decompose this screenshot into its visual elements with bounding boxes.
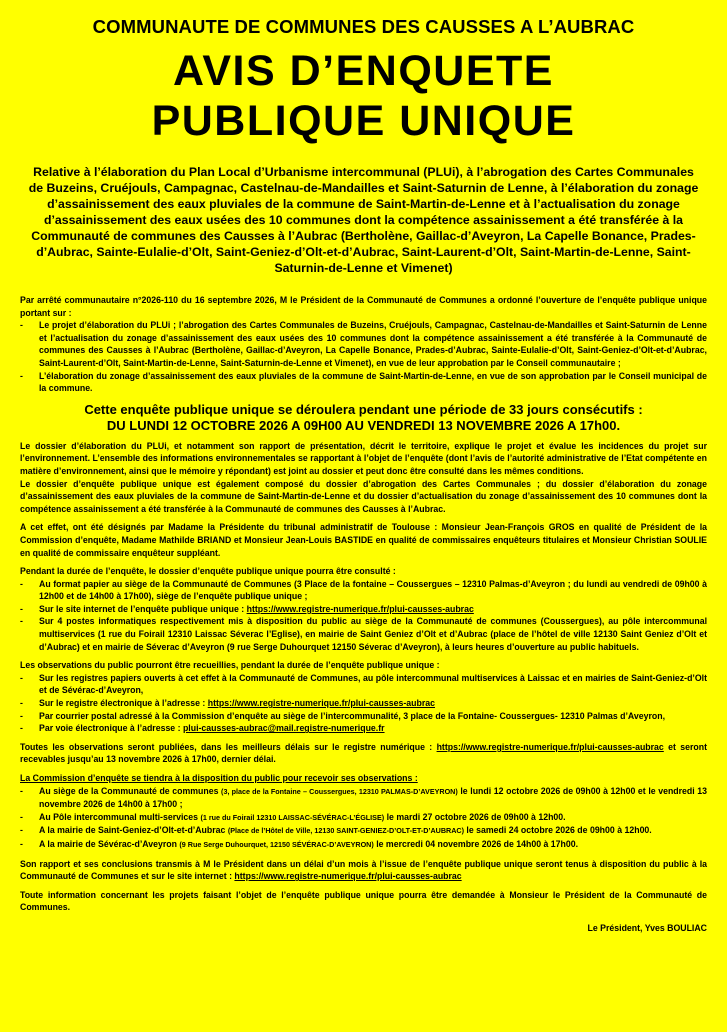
permanences-list bbox=[20, 785, 707, 852]
published-paragraph bbox=[20, 741, 707, 766]
permanences-intro: La Commission d’enquête se tiendra à la disposition du public pour recevoir ses observations : bbox=[20, 773, 418, 783]
observations-item-paper: - Sur les registres papiers ouverts à cet effet à la Communauté de Communes, au pôle intercommunal multiservices à Laissac et en mairies de Saint-Geniez-d’Olt et de Sévérac-d’Aveyron, bbox=[20, 672, 707, 697]
permanence-place: Au siège de la Communauté de communes bbox=[39, 785, 222, 796]
observations-electronic-label: Sur le registre électronique à l’adresse : bbox=[39, 698, 208, 709]
permanence-dates: le samedi 24 octobre 2026 de 09h00 à 12h00. bbox=[463, 825, 652, 836]
consultation-intro: Pendant la durée de l’enquête, le dossier d’enquête publique unique pourra être consulté : bbox=[20, 566, 396, 577]
arrete-list bbox=[20, 319, 707, 395]
observations-item-electronic bbox=[20, 697, 707, 710]
permanence-dates: le lundi 12 octobre 2026 de 09h00 à 12h00 et le vendredi 13 novembre 2026 de 14h00 à 17h00 ; bbox=[39, 785, 708, 810]
consultation-item-website bbox=[20, 603, 707, 616]
permanence-item bbox=[20, 838, 707, 852]
notice-body-2 bbox=[20, 440, 707, 935]
consultation-item-computers: - Sur 4 postes informatiques respectivement mis à disposition du public au siège de la Communauté de communes (Coussergues), au pôle intercommunal multiservices (1 rue du Foirail 12310 Laissac Séverac l’Eglise), en mairie de Saint Geniez d’Olt et d’Aubrac (place de l’hôtel de ville 12130 Saint Geniez d’Olt et d’Aubrac) et en mairie de Séverac d’Aveyron (9 rue Serge Duhourquet 12150 Séverac d’Aveyron), à leurs heures d’ouverture au public habituels. bbox=[20, 615, 707, 653]
observations-list bbox=[20, 672, 707, 735]
arrete-item: - Le projet d’élaboration du PLUi ; l’abrogation des Cartes Communales de Buzeins, Cruéjouls, Campagnac, Castelnau-de-Mandailles et Saint-Saturnin de Lenne et l’actualisation du zonage d’assainissement des eaux usées des 10 communes dont la compétence assainissement a été transférée à la Communauté de communes des Causses à l’Aubrac (Bertholène, Gaillac-d’Aveyron, La Capelle Bonance, Prades-d’Aubrac, Sainte-Eulalie-d’Olt, Saint-Geniez-d’Olt-et-d’Aubrac, Saint-Laurent-d’Olt, Saint-Martin-de-Lenne, Saint-Saturnin-de-Lenne et Vimenet), en vue de leur approbation par le Conseil communautaire ; bbox=[20, 319, 707, 369]
notice-subject: Relative à l’élaboration du Plan Local d’Urbanisme intercommunal (PLUi), à l’abrogation des Cartes Communales de Buzeins, Cruéjouls, Campagnac, Castelnau-de-Mandailles et Saint-Saturnin de Lenne, à l’élaboration du zonage d’assainissement des eaux pluviales de la commune de Saint-Martin-de-Lenne et à l’actualisation du zonage d’assainissement des eaux usées des 10 communes dont la compétence assainissement a été transférée à la Communauté de communes des Causses à l’Aubrac (Bertholène, Gaillac-d’Aveyron, La Capelle Bonance, Prades-d’Aubrac, Sainte-Eulalie-d’Olt, Saint-Geniez-d’Olt-et-d’Aubrac, Saint-Laurent-d’Olt, Saint-Martin-de-Lenne, Saint-Saturnin-de-Lenne et Vimenet) bbox=[28, 165, 699, 275]
info-paragraph: Toute information concernant les projets faisant l’objet de l’enquête publique unique pourra être demandée à Monsieur le Président de la Communauté de Communes. bbox=[20, 889, 707, 913]
published-suffix: et seront recevables jusqu’au 13 novembre 2026 à 17h00, dernier délai. bbox=[20, 741, 707, 765]
registre-link[interactable]: https://www.registre-numerique.fr/plui-causses-aubrac bbox=[207, 698, 435, 709]
dossier-paragraph-2: Le dossier d’enquête publique unique est également composé du dossier d’abrogation des Cartes Communales ; du dossier d’élaboration du zonage d’assainissement des eaux pluviales de la commune de Saint-Martin-de-Lenne et du dossier d’actualisation du zonage d’assainissement des 10 communes dont la compétence assainissement a été transférée à la Communauté de communes des Causses à l’Aubrac. bbox=[20, 478, 707, 514]
rapport-text: Son rapport et ses conclusions transmis à M le Président dans un délai d’un mois à l’issue de l’enquête publique unique seront tenus à disposition du public à la Communauté de Communes et sur le site internet : bbox=[20, 858, 707, 882]
permanence-place: Au Pôle intercommunal multi-services bbox=[39, 811, 201, 822]
consultation-item-paper: - Au format papier au siège de la Communauté de Communes (3 Place de la fontaine – Coussergues – 12310 Palmas-d’Aveyron ; du lundi au vendredi de 09h00 à 12h00 et de 14h00 à 17h00), siège de l’enquête publique unique ; bbox=[20, 578, 707, 603]
organization-name: COMMUNAUTE DE COMMUNES DES CAUSSES A L’AUBRAC bbox=[92, 16, 635, 37]
registre-link[interactable]: https://www.registre-numerique.fr/plui-causses-aubrac bbox=[234, 871, 462, 882]
rapport-paragraph bbox=[20, 858, 707, 883]
permanence-address: (9 Rue Serge Duhourquet, 12150 SÉVÉRAC-D’AVEYRON) bbox=[179, 839, 374, 849]
email-link[interactable]: plui-causses-aubrac@mail.registre-numerique.fr bbox=[182, 723, 385, 734]
observations-intro: Les observations du public pourront être recueillies, pendant la durée de l’enquête publique unique : bbox=[20, 660, 440, 671]
permanence-place: A la mairie de Saint-Geniez-d’Olt-et-d’Aubrac bbox=[39, 825, 228, 836]
notice-title-line2: PUBLIQUE UNIQUE bbox=[151, 97, 576, 145]
registre-link[interactable]: https://www.registre-numerique.fr/plui-causses-aubrac bbox=[436, 741, 664, 752]
permanence-item bbox=[20, 824, 707, 838]
dossier-paragraph-1: Le dossier d’élaboration du PLUi, et notamment son rapport de présentation, décrit le territoire, explique le projet et évalue les incidences du projet sur l’environnement. L’ensemble des informations environnementales se rapportant à l’objet de l’enquête (dont l’avis de l’autorité administrative de l’Etat compétente en matière d’environnement, ainsi que le mémoire y répondant) est joint au dossier et peut donc être consulté dans les mêmes conditions. bbox=[20, 440, 707, 476]
period-line1: Cette enquête publique unique se déroulera pendant une période de 33 jours consécutifs : bbox=[84, 401, 643, 417]
permanence-place: A la mairie de Sévérac-d’Aveyron bbox=[39, 838, 180, 849]
consultation-list bbox=[20, 578, 707, 654]
arrete-item: - L’élaboration du zonage d’assainissement des eaux pluviales de la commune de Saint-Martin-de-Lenne, en vue de son approbation par le Conseil municipal de la commune. bbox=[20, 370, 707, 395]
permanence-item bbox=[20, 811, 707, 825]
notice-body bbox=[20, 294, 707, 395]
permanence-item bbox=[20, 785, 707, 811]
period-block bbox=[20, 402, 707, 434]
consultation-website-label: Sur le site internet de l’enquête publique unique : bbox=[39, 603, 247, 614]
permanence-address: (Place de l’Hôtel de Ville, 12130 SAINT-GENIEZ-D’OLT-ET-D’AUBRAC) bbox=[227, 826, 464, 836]
notice-title-line1: AVIS D’ENQUETE bbox=[173, 47, 554, 95]
permanence-dates: le mercredi 04 novembre 2026 de 14h00 à 17h00. bbox=[373, 838, 579, 849]
period-line2: DU LUNDI 12 OCTOBRE 2026 A 09H00 AU VENDREDI 13 NOVEMBRE 2026 A 17h00. bbox=[106, 417, 621, 433]
observations-item-email bbox=[20, 722, 707, 735]
published-text: Toutes les observations seront publiées, dans les meilleurs délais sur le registre numérique : bbox=[20, 741, 437, 752]
observations-item-mail: - Par courrier postal adressé à la Commission d’enquête au siège de l’intercommunalité, 3 place de la Fontaine- Coussergues- 12310 Palmas d’Aveyron, bbox=[20, 710, 707, 723]
registre-link[interactable]: https://www.registre-numerique.fr/plui-causses-aubrac bbox=[246, 603, 474, 614]
commission-paragraph: A cet effet, ont été désignés par Madame la Présidente du tribunal administratif de Toulouse : Monsieur Jean-François GROS en qualité de Président de la Commission d’enquête, Madame Mathilde BRIAND et Monsieur Jean-Louis BASTIDE en qualité de commissaires enquêteurs titulaires et Monsieur Christian SOULIE en qualité de commissaire enquêteur suppléant. bbox=[20, 522, 707, 558]
observations-email-label: Par voie électronique à l’adresse : bbox=[39, 723, 183, 734]
permanence-address: (3, place de la Fontaine – Coussergues, 12310 PALMAS-D’AVEYRON) bbox=[221, 786, 458, 796]
permanence-dates: le mardi 27 octobre 2026 de 09h00 à 12h00. bbox=[384, 811, 566, 822]
signature: Le Président, Yves BOULIAC bbox=[587, 922, 707, 933]
arrete-intro: Par arrêté communautaire n°2026-110 du 16 septembre 2026, M le Président de la Communauté de Communes a ordonné l’ouverture de l’enquête publique unique portant sur : bbox=[20, 295, 707, 318]
permanence-address: (1 rue du Foirail 12310 LAISSAC-SÉVÉRAC-L’ÉGLISE) bbox=[200, 812, 385, 822]
